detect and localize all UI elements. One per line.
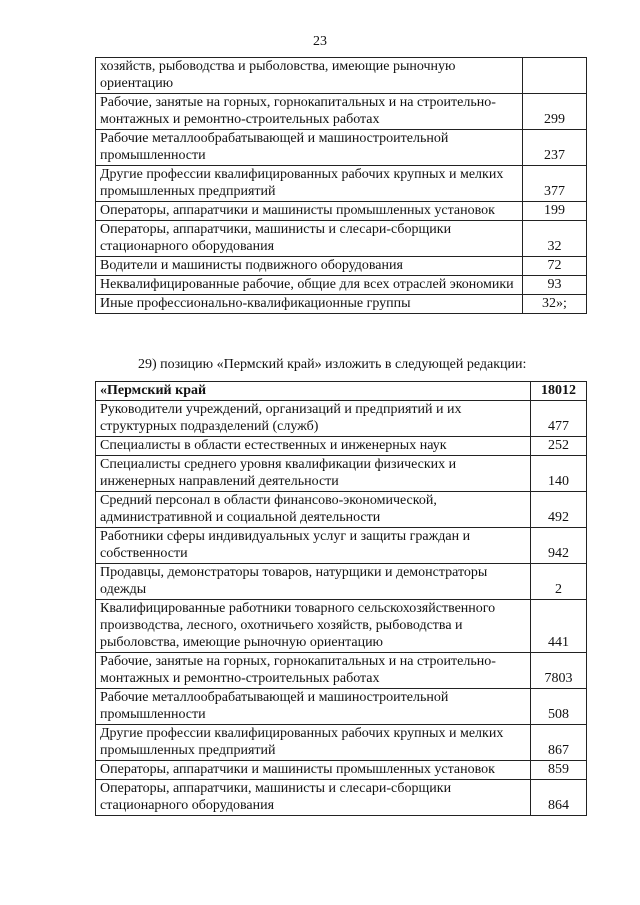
occupation-group-label: Продавцы, демонстраторы товаров, натурщики и демонстраторы одежды bbox=[96, 564, 531, 600]
table-row bbox=[96, 276, 587, 295]
occupation-group-value: 7803 bbox=[531, 653, 587, 689]
occupation-group-value: 72 bbox=[523, 257, 587, 276]
occupation-group-value: 199 bbox=[523, 202, 587, 221]
occupation-group-label: Средний персонал в области финансово-экономической, административной и социальной деятельности bbox=[96, 492, 531, 528]
occupation-group-label: Операторы, аппаратчики, машинисты и слесари-сборщики стационарного оборудования bbox=[96, 221, 523, 257]
occupation-group-value: 441 bbox=[531, 600, 587, 653]
table-row bbox=[96, 564, 587, 600]
occupation-group-label: Работники сферы индивидуальных услуг и защиты граждан и собственности bbox=[96, 528, 531, 564]
occupation-group-label: Руководители учреждений, организаций и предприятий и их структурных подразделений (служб) bbox=[96, 401, 531, 437]
occupation-group-value: 299 bbox=[523, 94, 587, 130]
occupation-group-value: 492 bbox=[531, 492, 587, 528]
occupation-group-value: 32»; bbox=[523, 295, 587, 314]
table-row bbox=[96, 689, 587, 725]
occupation-group-label: Иные профессионально-квалификационные группы bbox=[96, 295, 523, 314]
occupation-group-label: Водители и машинисты подвижного оборудования bbox=[96, 257, 523, 276]
occupation-group-label: Специалисты среднего уровня квалификации физических и инженерных направлений деятельности bbox=[96, 456, 531, 492]
occupation-group-value: 508 bbox=[531, 689, 587, 725]
occupation-group-value: 252 bbox=[531, 437, 587, 456]
occupation-group-label: Операторы, аппаратчики, машинисты и слесари-сборщики стационарного оборудования bbox=[96, 780, 531, 816]
occupation-group-value: 477 bbox=[531, 401, 587, 437]
occupation-group-value: 867 bbox=[531, 725, 587, 761]
occupation-group-value: 377 bbox=[523, 166, 587, 202]
table-row bbox=[96, 725, 587, 761]
occupation-group-label: Рабочие металлообрабатывающей и машиностроительной промышленности bbox=[96, 689, 531, 725]
occupation-group-label: хозяйств, рыбоводства и рыболовства, имеющие рыночную ориентацию bbox=[96, 58, 523, 94]
occupation-group-label: Рабочие, занятые на горных, горнокапитальных и на строительно-монтажных и ремонтно-строительных работах bbox=[96, 94, 523, 130]
table-row bbox=[96, 528, 587, 564]
occupation-group-label: Другие профессии квалифицированных рабочих крупных и мелких промышленных предприятий bbox=[96, 166, 523, 202]
table-row bbox=[96, 257, 587, 276]
table-row bbox=[96, 456, 587, 492]
top-table-body bbox=[96, 58, 587, 314]
occupation-group-label: Рабочие металлообрабатывающей и машиностроительной промышленности bbox=[96, 130, 523, 166]
table-row bbox=[96, 780, 587, 816]
occupation-group-label: Неквалифицированные рабочие, общие для всех отраслей экономики bbox=[96, 276, 523, 295]
table-row bbox=[96, 130, 587, 166]
occupation-group-label: Рабочие, занятые на горных, горнокапитальных и на строительно-монтажных и ремонтно-строительных работах bbox=[96, 653, 531, 689]
table-row bbox=[96, 94, 587, 130]
occupation-group-label: Квалифицированные работники товарного сельскохозяйственного производства, лесного, охотничьего хозяйств, рыбоводства и рыболовства, имеющие рыночную ориентацию bbox=[96, 600, 531, 653]
bottom-table-body bbox=[96, 382, 587, 816]
occupation-group-value: 2 bbox=[531, 564, 587, 600]
table-row bbox=[96, 166, 587, 202]
occupation-group-value: 864 bbox=[531, 780, 587, 816]
occupation-group-value: 32 bbox=[523, 221, 587, 257]
table-row bbox=[96, 202, 587, 221]
occupation-group-label: Операторы, аппаратчики и машинисты промышленных установок bbox=[96, 761, 531, 780]
table-row bbox=[96, 401, 587, 437]
page-number: 23 bbox=[313, 34, 327, 49]
region-header-row bbox=[96, 382, 587, 401]
occupation-group-value: 859 bbox=[531, 761, 587, 780]
table-row bbox=[96, 295, 587, 314]
amendment-intro: 29) позицию «Пермский край» изложить в следующей редакции: bbox=[138, 357, 527, 372]
bottom-table bbox=[95, 381, 587, 816]
occupation-group-label: Другие профессии квалифицированных рабочих крупных и мелких промышленных предприятий bbox=[96, 725, 531, 761]
table-row bbox=[96, 600, 587, 653]
table-row bbox=[96, 221, 587, 257]
region-name: «Пермский край bbox=[96, 382, 531, 401]
occupation-group-value: 942 bbox=[531, 528, 587, 564]
region-total: 18012 bbox=[531, 382, 587, 401]
occupation-group-value: 140 bbox=[531, 456, 587, 492]
occupation-group-value: 93 bbox=[523, 276, 587, 295]
table-row bbox=[96, 492, 587, 528]
occupation-group-value bbox=[523, 58, 587, 94]
table-row bbox=[96, 58, 587, 94]
table-row bbox=[96, 653, 587, 689]
occupation-group-label: Специалисты в области естественных и инженерных наук bbox=[96, 437, 531, 456]
occupation-group-value: 237 bbox=[523, 130, 587, 166]
occupation-group-label: Операторы, аппаратчики и машинисты промышленных установок bbox=[96, 202, 523, 221]
top-table bbox=[95, 57, 587, 314]
table-row bbox=[96, 761, 587, 780]
table-row bbox=[96, 437, 587, 456]
